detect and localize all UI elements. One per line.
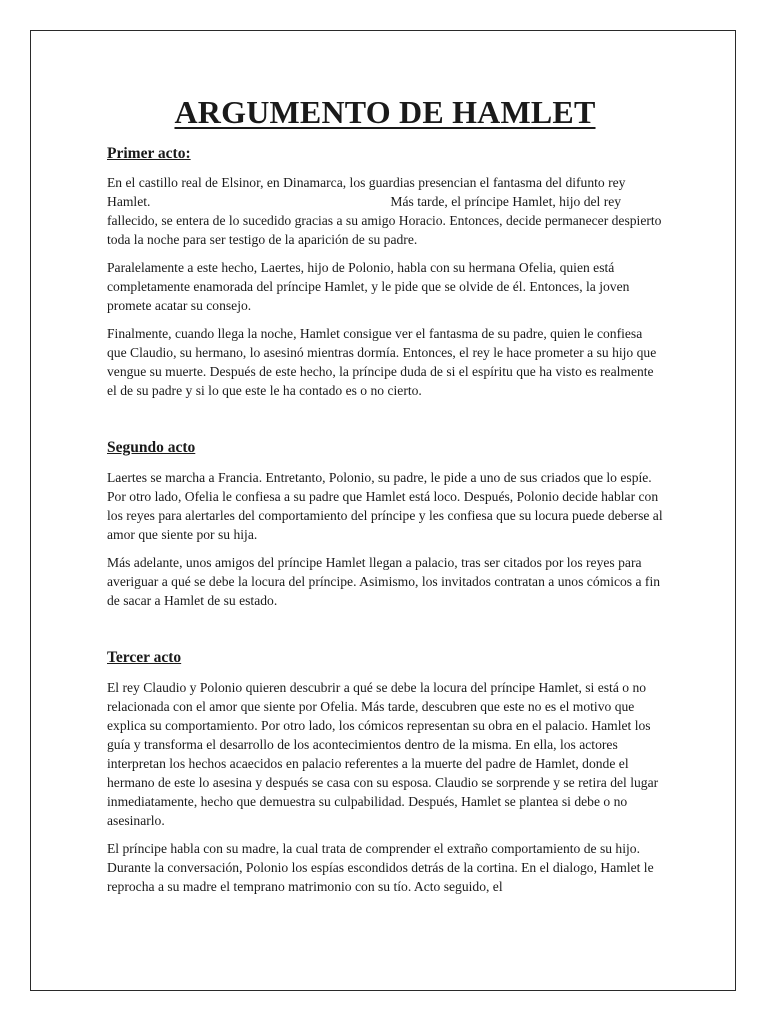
paragraph: Laertes se marcha a Francia. Entretanto, Polonio, su padre, le pide a uno de sus criados que lo espíe. Por otro lado, Ofelia le confiesa a su padre que Hamlet está loco. Después, Polonio decide hablar con los reyes para alertarles del comportamiento del príncipe y les confiesa que su locura puede deberse al amor que siente por su hija. bbox=[107, 469, 663, 542]
section-primer-acto bbox=[107, 145, 663, 401]
section-heading: Primer acto: bbox=[107, 144, 191, 162]
paragraph: El príncipe habla con su madre, la cual trata de comprender el extraño comportamiento de su hijo. Durante la conversación, Polonio los espías escondidos detrás de la cortina. En el dialogo, Hamlet le reprocha a su madre el temprano matrimonio con su tío. Acto seguido, el bbox=[107, 840, 654, 894]
section-spacer bbox=[107, 409, 663, 439]
paragraph: Finalmente, cuando llega la noche, Hamlet consigue ver el fantasma de su padre, quien le confiesa que Claudio, su hermano, lo asesinó mientras dormía. Entonces, el rey le hace prometer a su hijo que vengue su muerte. Después de este hecho, la príncipe duda de si el espíritu que ha visto es realmente el de su padre y si lo que este le ha contado es o no cierto. bbox=[107, 326, 657, 399]
paragraph-text: Más tarde, el príncipe Hamlet, hijo del rey fallecido, se entera de lo sucedido gracias a su amigo Horacio. Entonces, decide permanecer despierto toda la noche para ser testigo de la aparición de su padre. bbox=[107, 194, 662, 248]
document-title: ARGUMENTO DE HAMLET bbox=[174, 94, 596, 130]
paragraph bbox=[107, 173, 663, 249]
paragraph: Más adelante, unos amigos del príncipe Hamlet llegan a palacio, tras ser citados por los reyes para averiguar a qué se debe la locura del príncipe. Asimismo, los invitados contratan a unos cómicos a fin de sacar a Hamlet de su estado. bbox=[107, 554, 661, 608]
paragraph: El rey Claudio y Polonio quieren descubrir a qué se debe la locura del príncipe Hamlet, si está o no relacionada con el amor que siente por Ofelia. Más tarde, descubren que este no es el motivo que explica su comportamiento. Por otro lado, los cómicos representan su obra en el palacio. Hamlet los guía y transforma el desarrollo de los acontecimientos dentro de la misma. En ella, los actores interpretan los hechos acaecidos en palacio referentes a la muerte del padre de Hamlet, donde el hermano de este lo asesina y después se casa con su esposa. Claudio se sorprende y se retira del lugar inmediatamente, hecho que demuestra su culpabilidad. Después, Hamlet se plantea si debe o no asesinarlo. bbox=[107, 679, 659, 828]
document-body bbox=[107, 94, 663, 905]
paragraph-text: En el castillo real de Elsinor, en Dinamarca, los guardias presencian el fantasma del difunto rey Hamlet. bbox=[107, 175, 626, 210]
section-tercer-acto bbox=[107, 649, 663, 896]
section-heading: Tercer acto bbox=[107, 648, 182, 666]
section-segundo-acto bbox=[107, 439, 663, 610]
section-heading: Segundo acto bbox=[107, 439, 196, 457]
section-spacer bbox=[107, 619, 663, 649]
paragraph: Paralelamente a este hecho, Laertes, hijo de Polonio, habla con su hermana Ofelia, quien está completamente enamorada del príncipe Hamlet, y le pide que se olvide de él. Entonces, la joven promete acatar su consejo. bbox=[107, 260, 630, 314]
